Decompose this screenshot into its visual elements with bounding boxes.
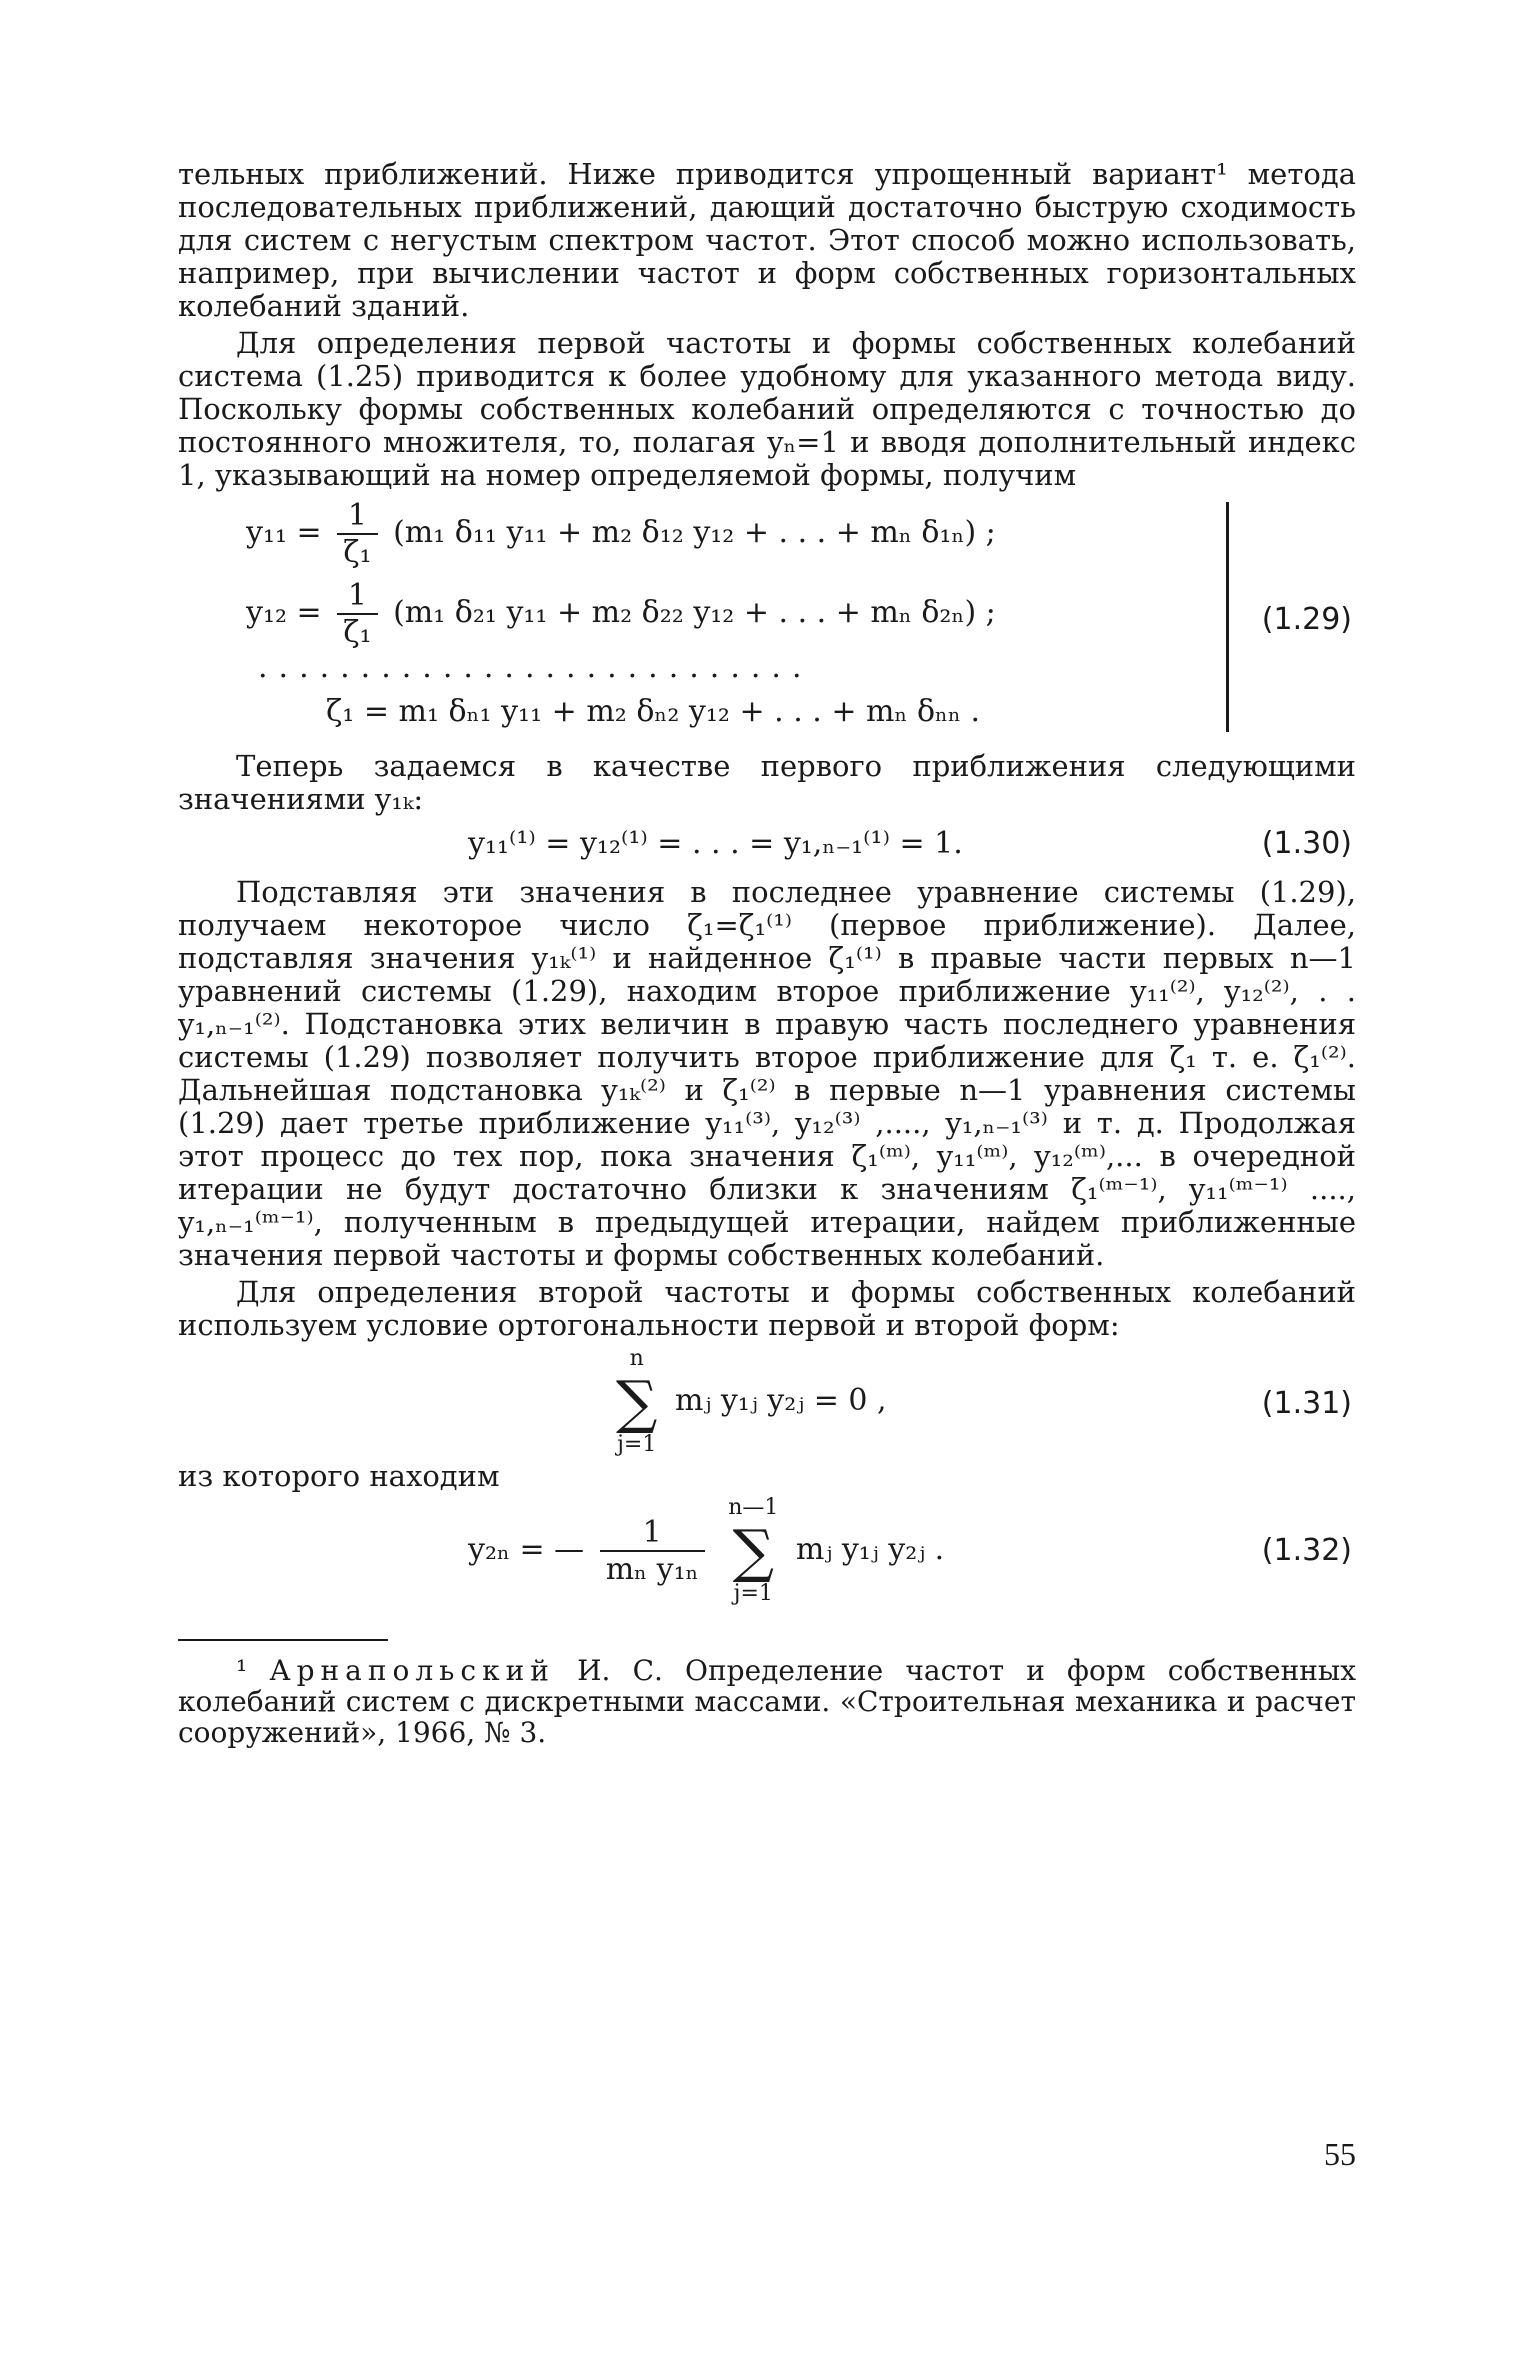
sum-lower-limit: j=1 xyxy=(617,1432,657,1457)
summation xyxy=(728,1493,778,1609)
equation-1-31 xyxy=(178,1342,1356,1460)
paragraph-5: Для определения второй частоты и формы собственных колебаний используем условие ортогональности первой и второй форм: xyxy=(178,1275,1356,1342)
paragraph-2: Для определения первой частоты и формы собственных колебаний система (1.25) приводится к более удобному для указанного метода виду. Поскольку формы собственных колебаний определяются с точностью до постоянного множителя, то, полагая yₙ=1 и вводя дополнительный индекс 1, указывающий на номер определяемой формы, получим xyxy=(178,326,1356,492)
fraction-denominator: ζ₁ xyxy=(343,615,372,650)
right-brace xyxy=(1226,502,1239,732)
eq132-body: mⱼ y₁ⱼ y₂ⱼ . xyxy=(795,1532,945,1567)
equation-1-30 xyxy=(178,816,1356,872)
eq130-expression: y₁₁⁽¹⁾ = y₁₂⁽¹⁾ = . . . = y₁,ₙ₋₁⁽¹⁾ = 1. xyxy=(468,826,963,861)
paragraph-1: тельных приближений. Ниже приводится упрощенный вариант¹ метода последовательных приближений, дающий достаточно быструю сходимость для систем с негустым спектром частот. Этот способ можно использовать, например, при вычислении частот и форм собственных горизонтальных колебаний зданий. xyxy=(178,157,1356,323)
equation-number-1-30: (1.30) xyxy=(1261,826,1352,861)
equation-system-1-29 xyxy=(178,498,1356,746)
paragraph-3: Теперь задаемся в качестве первого приближения следующими значениями y₁ₖ: xyxy=(178,749,1356,816)
equation-number-1-32: (1.32) xyxy=(1261,1533,1352,1568)
fraction-denominator: ζ₁ xyxy=(343,535,372,570)
eq129-row1-rhs: (m₁ δ₁₁ y₁₁ + m₂ δ₁₂ y₁₂ + . . . + mₙ δ₁ₙ) ; xyxy=(393,515,996,550)
footnote-marker: ¹ xyxy=(236,1654,248,1687)
sigma-symbol: ∑ xyxy=(616,1368,658,1436)
eq129-row2-fraction xyxy=(337,578,377,650)
eq129-dot-leader: ........................... xyxy=(258,650,813,685)
eq129-row1-fraction xyxy=(337,498,377,570)
sum-upper-limit: n xyxy=(629,1346,644,1371)
eq129-row2-lhs: y₁₂ = xyxy=(246,595,322,630)
equation-1-32 xyxy=(178,1493,1356,1617)
sum-upper-limit: n—1 xyxy=(728,1495,779,1520)
equation-number-1-31: (1.31) xyxy=(1261,1386,1352,1421)
footnote-rule xyxy=(178,1639,388,1641)
page-body xyxy=(178,158,1356,1748)
page-number: 55 xyxy=(1324,2136,1356,2172)
eq132-body-wrap xyxy=(468,1493,944,1609)
paragraph-4: Подставляя эти значения в последнее уравнение системы (1.29), получаем некоторое число ζ₁=ζ₁⁽¹⁾ (первое приближение). Далее, подставляя значения y₁ₖ⁽¹⁾ и найденное ζ₁⁽¹⁾ в правые части первых n—1 уравнений системы (1.29), находим второе приближение y₁₁⁽²⁾, y₁₂⁽²⁾, . . y₁,ₙ₋₁⁽²⁾. Подстановка этих величин в правую часть последнего уравнения системы (1.29) позволяет получить второе приближение для ζ₁ т. е. ζ₁⁽²⁾. Дальнейшая подстановка y₁ₖ⁽²⁾ и ζ₁⁽²⁾ в первые n—1 уравнения системы (1.29) дает третье приближение y₁₁⁽³⁾, y₁₂⁽³⁾ ,...., y₁,ₙ₋₁⁽³⁾ и т. д. Продолжая этот процесс до тех пор, пока значения ζ₁⁽ᵐ⁾, y₁₁⁽ᵐ⁾, y₁₂⁽ᵐ⁾,... в очередной итерации не будут достаточно близки к значениям ζ₁⁽ᵐ⁻¹⁾, y₁₁⁽ᵐ⁻¹⁾ ...., y₁,ₙ₋₁⁽ᵐ⁻¹⁾, полученным в предыдущей итерации, найдем приближенные значения первой частоты и формы собственных колебаний. xyxy=(178,875,1356,1272)
eq129-row1-lhs: y₁₁ = xyxy=(246,515,322,550)
eq132-lhs: y₂ₙ = — xyxy=(468,1532,585,1567)
footnote-text: И. С. Определение частот и форм собственных колебаний систем с дискретными массами. «Строительная механика и расчет сооружений», 1966, № 3. xyxy=(178,1654,1356,1749)
sum-lower-limit: j=1 xyxy=(733,1581,773,1606)
eq129-row2-rhs: (m₁ δ₂₁ y₁₁ + m₂ δ₂₂ y₁₂ + . . . + mₙ δ₂ₙ) ; xyxy=(393,595,996,630)
fraction-numerator: 1 xyxy=(600,1515,705,1552)
summation xyxy=(616,1344,657,1460)
fraction-denominator: mₙ y₁ₙ xyxy=(605,1552,699,1587)
eq132-fraction xyxy=(600,1515,705,1587)
fraction-numerator: 1 xyxy=(337,578,377,615)
fraction-numerator: 1 xyxy=(337,498,377,535)
eq131-body-wrap xyxy=(608,1344,887,1460)
footnote-author: Арнапольский xyxy=(269,1654,555,1687)
eq131-body: mⱼ y₁ⱼ y₂ⱼ = 0 , xyxy=(674,1383,887,1418)
eq129-row-1 xyxy=(246,498,996,570)
sigma-symbol: ∑ xyxy=(732,1517,774,1585)
eq129-row-3: ζ₁ = m₁ δₙ₁ y₁₁ + m₂ δₙ₂ y₁₂ + . . . + mₙ δₙₙ . xyxy=(326,694,981,729)
paragraph-6: из которого находим xyxy=(178,1459,500,1493)
eq129-row-2 xyxy=(246,578,996,650)
equation-number-1-29: (1.29) xyxy=(1261,602,1352,637)
footnote xyxy=(178,1655,1356,1748)
